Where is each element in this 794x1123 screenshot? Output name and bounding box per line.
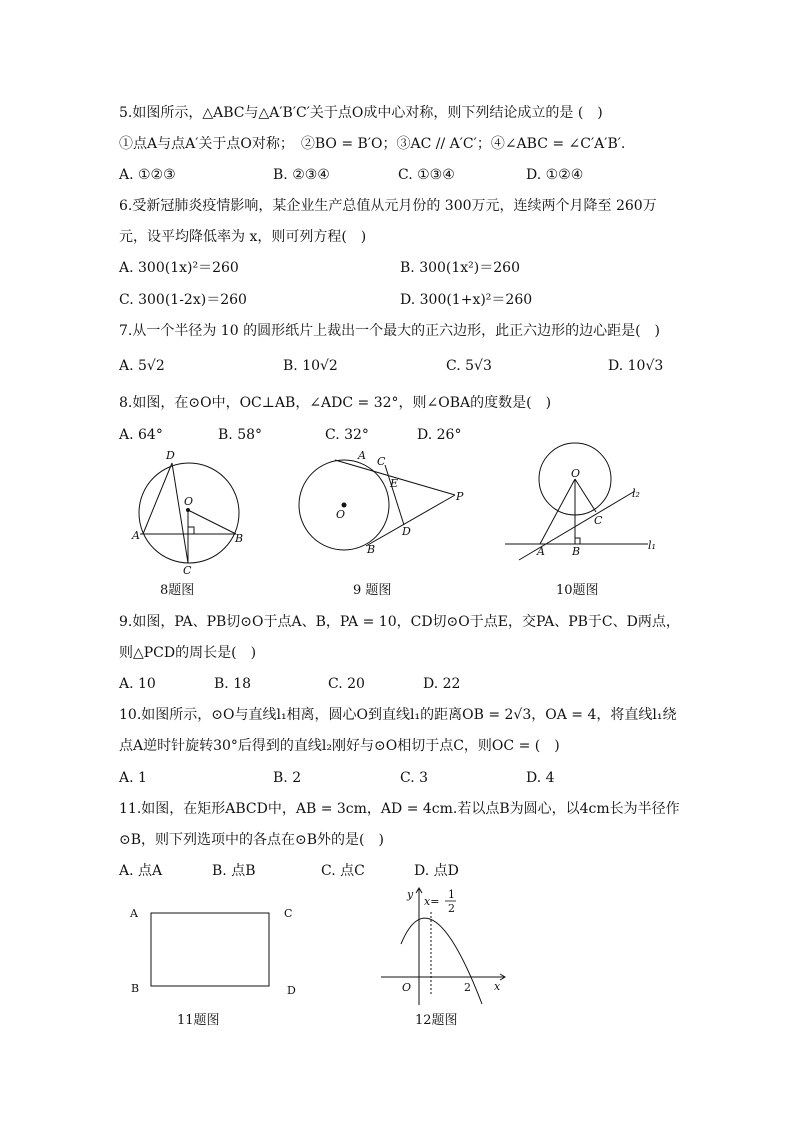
q8-stem: 8.如图，在⊙O中，OC⊥AB，∠ADC = 32°，则∠OBA的度数是( ) [119, 395, 552, 411]
q6-option-d[interactable]: D. 300(1+x)²＝260 [400, 292, 533, 308]
q7-option-c[interactable]: C. 5√3 [446, 358, 492, 374]
q7-option-d[interactable]: D. 10√3 [608, 358, 664, 374]
q10-option-d[interactable]: D. 4 [526, 770, 555, 786]
q6-option-c[interactable]: C. 300(1-2x)＝260 [119, 292, 247, 308]
figure-9-diagram [299, 460, 455, 550]
q10-option-a[interactable]: A. 1 [119, 770, 147, 786]
fig9-label-d: D [402, 525, 411, 538]
q5-option-a[interactable]: A. ①②③ [119, 167, 176, 183]
q7-option-a[interactable]: A. 5√2 [119, 358, 165, 374]
fig10-label-c: C [594, 514, 603, 527]
fig11-label-d: D [287, 984, 296, 997]
fig11-caption: 11题图 [177, 1013, 220, 1028]
figure-8-diagram [139, 463, 239, 563]
q11-option-d[interactable]: D. 点D [414, 863, 459, 879]
fig12-label-frac-den: 2 [448, 902, 455, 915]
q9-option-a[interactable]: A. 10 [119, 676, 156, 692]
fig9-label-p: P [456, 490, 464, 503]
fig10-label-l1: l₁ [648, 539, 656, 552]
fig12-label-o: O [402, 981, 412, 994]
q9-option-c[interactable]: C. 20 [328, 676, 365, 692]
fig11-label-b: B [131, 982, 140, 995]
fig10-caption: 10题图 [556, 583, 599, 598]
q11-stem: 11.如图，在矩形ABCD中，AB = 3cm，AD = 4cm.若以点B为圆心，以4cm长为半径作 [119, 801, 680, 817]
figure-12-diagram [381, 888, 505, 1005]
figure-10-diagram [505, 443, 648, 560]
q5-option-d[interactable]: D. ①②④ [526, 167, 584, 183]
q8-option-b[interactable]: B. 58° [218, 427, 263, 443]
fig9-label-e: E [390, 477, 399, 490]
q8-option-a[interactable]: A. 64° [119, 427, 163, 443]
q10-option-b[interactable]: B. 2 [273, 770, 302, 786]
fig12-label-y: y [407, 888, 414, 901]
fig8-label-c: C [183, 564, 192, 577]
q7-option-b[interactable]: B. 10√2 [283, 358, 338, 374]
q11-option-b[interactable]: B. 点B [212, 863, 256, 879]
fig12-caption: 12题图 [415, 1013, 458, 1028]
q9-stem: 9.如图，PA、PB切⊙O于点A、B，PA = 10，CD切⊙O于点E，交PA、PB于C、D两点， [119, 614, 680, 630]
q9-stem-continued: 则△PCD的周长是( ) [119, 645, 257, 661]
figure-11-diagram [151, 913, 269, 986]
fig11-label-c: C [284, 907, 293, 920]
q6-option-b[interactable]: B. 300(1x²)＝260 [400, 260, 520, 276]
q9-option-d[interactable]: D. 22 [423, 676, 461, 692]
q8-option-c[interactable]: C. 32° [325, 427, 369, 443]
q5-option-b[interactable]: B. ②③④ [273, 167, 330, 183]
q10-stem: 10.如图所示，⊙O与直线l₁相离，圆心O到直线l₁的距离OB = 2√3，OA = 4，将直线l₁绕 [119, 707, 677, 723]
fig9-caption: 9 题图 [353, 583, 392, 598]
fig8-label-d: D [166, 449, 175, 462]
q11-option-a[interactable]: A. 点A [119, 863, 163, 879]
q9-option-b[interactable]: B. 18 [214, 676, 252, 692]
fig9-label-a: A [358, 449, 366, 462]
fig12-label-x: x [494, 980, 501, 993]
q6-option-a[interactable]: A. 300(1x)²＝260 [119, 260, 239, 276]
fig10-label-l2: l₂ [632, 487, 640, 500]
q7-stem: 7.从一个半径为 10 的圆形纸片上裁出一个最大的正六边形，此正六边形的边心距是( ) [119, 323, 660, 339]
fig8-caption: 8题图 [160, 583, 195, 598]
fig8-label-a: A [132, 529, 140, 542]
fig12-label-axis-eq: x= [424, 895, 440, 908]
fig10-label-o: O [571, 467, 581, 480]
fig12-label-two: 2 [464, 981, 471, 994]
q11-stem-continued: ⊙B，则下列选项中的各点在⊙B外的是( ) [119, 832, 384, 848]
q11-option-c[interactable]: C. 点C [321, 863, 365, 879]
q6-stem-continued: 元，设平均降低率为 x，则可列方程( ) [119, 229, 367, 245]
q5-statements: ①点A与点A′关于点O对称； ②BO = B′O；③AC // A′C′；④∠ABC = ∠C′A′B′. [119, 136, 626, 152]
q6-stem: 6.受新冠肺炎疫情影响，某企业生产总值从元月份的 300万元，连续两个月降至 260万 [119, 198, 657, 214]
fig9-label-b: B [367, 543, 376, 556]
fig9-label-c: C [377, 455, 386, 468]
q10-stem-continued: 点A逆时针旋转30°后得到的直线l₂刚好与⊙O相切于点C，则OC = ( ) [119, 738, 560, 754]
fig8-label-b: B [235, 532, 244, 545]
fig10-label-a: A [537, 545, 545, 558]
fig8-label-o: O [184, 495, 194, 508]
fig9-label-o: O [336, 508, 346, 521]
q5-stem: 5.如图所示，△ABC与△A′B′C′关于点O成中心对称，则下列结论成立的是 ( ) [119, 105, 603, 121]
q10-option-c[interactable]: C. 3 [400, 770, 429, 786]
q5-option-c[interactable]: C. ①③④ [398, 167, 455, 183]
fig12-label-frac-num: 1 [448, 888, 455, 901]
q8-option-d[interactable]: D. 26° [417, 427, 462, 443]
fig10-label-b: B [572, 545, 581, 558]
fig11-label-a: A [130, 907, 138, 920]
